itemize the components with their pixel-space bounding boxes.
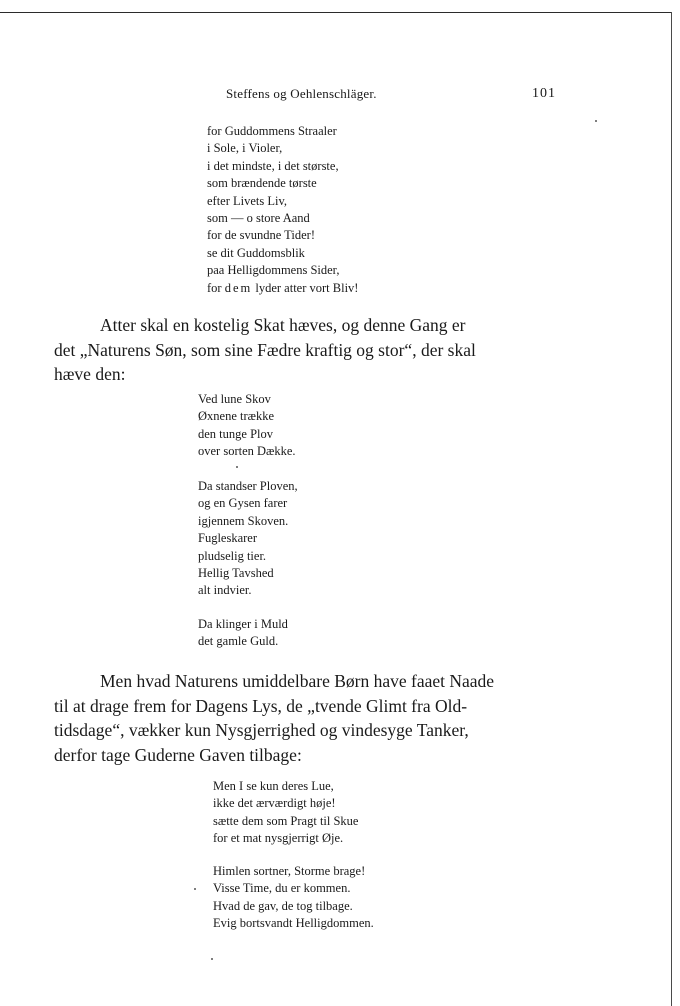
paragraph-1 xyxy=(54,313,564,387)
poem-2-stanza-2 xyxy=(198,478,298,600)
scan-speck xyxy=(211,958,213,960)
verse-line: over sorten Dække. xyxy=(198,444,296,459)
poem-2-stanza-1 xyxy=(198,391,296,461)
running-head xyxy=(0,86,680,106)
verse-line: Evig bortsvandt Helligdommen. xyxy=(213,916,374,931)
verse-line: Visse Time, du er kommen. xyxy=(213,881,351,896)
verse-line: den tunge Plov xyxy=(198,426,273,441)
verse-line: pludselig tier. xyxy=(198,548,267,563)
verse-line-last xyxy=(207,280,358,297)
verse-line: ikke det ærværdigt høje! xyxy=(213,796,336,811)
verse-line: Ved lune Skov xyxy=(198,392,271,406)
verse-line: i Sole, i Violer, xyxy=(207,141,283,156)
page-number: 101 xyxy=(532,86,556,101)
scan-speck xyxy=(595,120,597,122)
poem-2-stanza-3 xyxy=(198,616,288,651)
running-title: Steffens og Oehlenschläger. xyxy=(226,86,377,101)
verse-line: for de svundne Tider! xyxy=(207,228,315,243)
prose-line: til at drage frem for Dagens Lys, de „tvende Glimt fra Old- xyxy=(54,695,468,716)
verse-line: alt indvier. xyxy=(198,583,252,598)
verse-fragment: for xyxy=(207,280,222,295)
prose-line: det „Naturens Søn, som sine Fædre kraftig og stor“, der skal xyxy=(54,339,476,360)
verse-line: Hvad de gav, de tog tilbage. xyxy=(213,898,353,913)
poem-3-stanza-2 xyxy=(213,863,374,933)
verse-line: sætte dem som Pragt til Skue xyxy=(213,813,359,828)
verse-line: Øxnene trække xyxy=(198,409,275,424)
scan-speck xyxy=(236,466,238,468)
verse-line: som brændende tørste xyxy=(207,176,317,191)
verse-line: efter Livets Liv, xyxy=(207,193,288,208)
verse-line: som — o store Aand xyxy=(207,211,310,226)
verse-line: Men I se kun deres Lue, xyxy=(213,779,334,793)
verse-line: paa Helligdommens Sider, xyxy=(207,263,340,278)
verse-line: i det mindste, i det største, xyxy=(207,158,339,173)
poem-1 xyxy=(207,123,358,297)
prose-line: derfor tage Guderne Gaven tilbage: xyxy=(54,744,302,765)
verse-line: igjennem Skoven. xyxy=(198,513,289,528)
prose-line: Men hvad Naturens umiddelbare Børn have faaet Naade xyxy=(100,671,495,691)
verse-line: Himlen sortner, Storme brage! xyxy=(213,864,366,878)
verse-line: Fugleskarer xyxy=(198,531,258,546)
poem-3-stanza-1 xyxy=(213,778,358,848)
prose-line: tidsdage“, vækker kun Nysgjerrighed og vindesyge Tanker, xyxy=(54,720,469,740)
verse-line: Hellig Tavshed xyxy=(198,566,274,581)
prose-line: hæve den: xyxy=(54,364,126,384)
emphasized-word: dem xyxy=(224,280,253,295)
verse-line: Da standser Ploven, xyxy=(198,479,298,493)
verse-line: se dit Guddomsblik xyxy=(207,245,305,260)
prose-line: Atter skal en kostelig Skat hæves, og denne Gang er xyxy=(100,315,466,335)
verse-line: for et mat nysgjerrigt Øje. xyxy=(213,831,344,846)
scan-speck xyxy=(194,888,196,890)
verse-line: for Guddommens Straaler xyxy=(207,124,337,138)
page-edge-top xyxy=(0,12,672,13)
verse-line: Da klinger i Muld xyxy=(198,617,288,631)
paragraph-2 xyxy=(54,669,564,767)
page-edge-right xyxy=(671,12,672,1006)
verse-fragment: lyder atter vort Bliv! xyxy=(255,280,359,295)
verse-line: og en Gysen farer xyxy=(198,496,288,511)
verse-line: det gamle Guld. xyxy=(198,634,279,649)
